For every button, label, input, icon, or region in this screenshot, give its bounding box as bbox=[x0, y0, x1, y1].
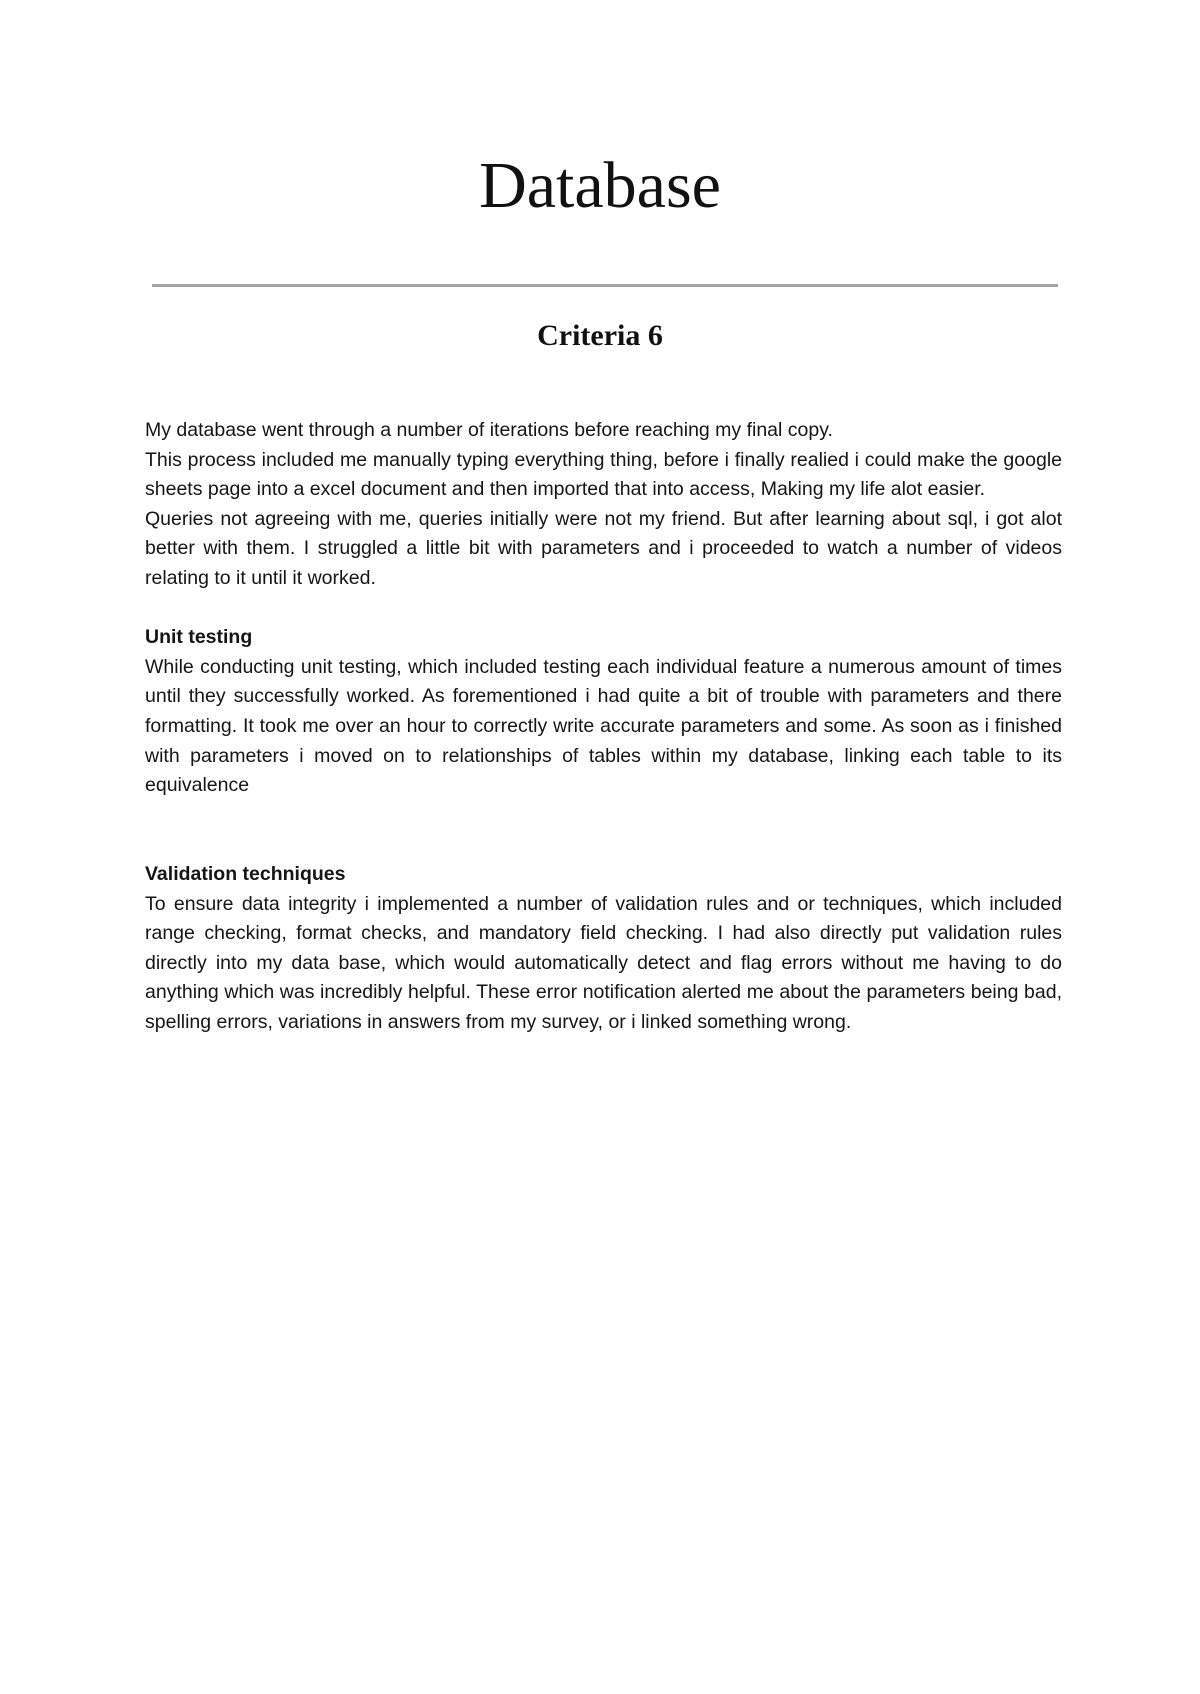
intro-paragraph-3: Queries not agreeing with me, queries initially were not my friend. But after learning about sql, i got alot better with them. I struggled a little bit with parameters and i proceeded to watch a number of videos relating to it until it worked. bbox=[145, 507, 1062, 589]
validation-techniques-paragraph: To ensure data integrity i implemented a number of validation rules and or techniques, which included range checking, format checks, and mandatory field checking. I had also directly put validation rules directly into my data base, which would automatically detect and flag errors without me having to do anything which was incredibly helpful. These error notification alerted me about the parameters being bad, spelling errors, variations in answers from my survey, or i linked something wrong. bbox=[145, 892, 1062, 1033]
section-title: Criteria 6 bbox=[537, 319, 663, 352]
unit-testing-paragraph: While conducting unit testing, which included testing each individual feature a numerous amount of times until they successfully worked. As forementioned i had quite a bit of trouble with parameters and there formatting. It took me over an hour to correctly write accurate parameters and some. As soon as i finished with parameters i moved on to relationships of tables within my database, linking each table to its equivalence bbox=[145, 655, 1062, 797]
document-body bbox=[145, 416, 1062, 1037]
title-divider bbox=[152, 284, 1058, 287]
spacer bbox=[145, 594, 1062, 624]
spacer bbox=[145, 801, 1062, 860]
intro-paragraph-2: This process included me manually typing everything thing, before i finally realied i could make the google sheets page into a excel document and then imported that into access, Making my life alot easier. bbox=[145, 448, 1062, 501]
page-title: Database bbox=[479, 149, 721, 222]
intro-paragraph-1: My database went through a number of iterations before reaching my final copy. bbox=[145, 419, 833, 441]
validation-techniques-heading: Validation techniques bbox=[145, 862, 346, 885]
unit-testing-heading: Unit testing bbox=[145, 626, 253, 649]
